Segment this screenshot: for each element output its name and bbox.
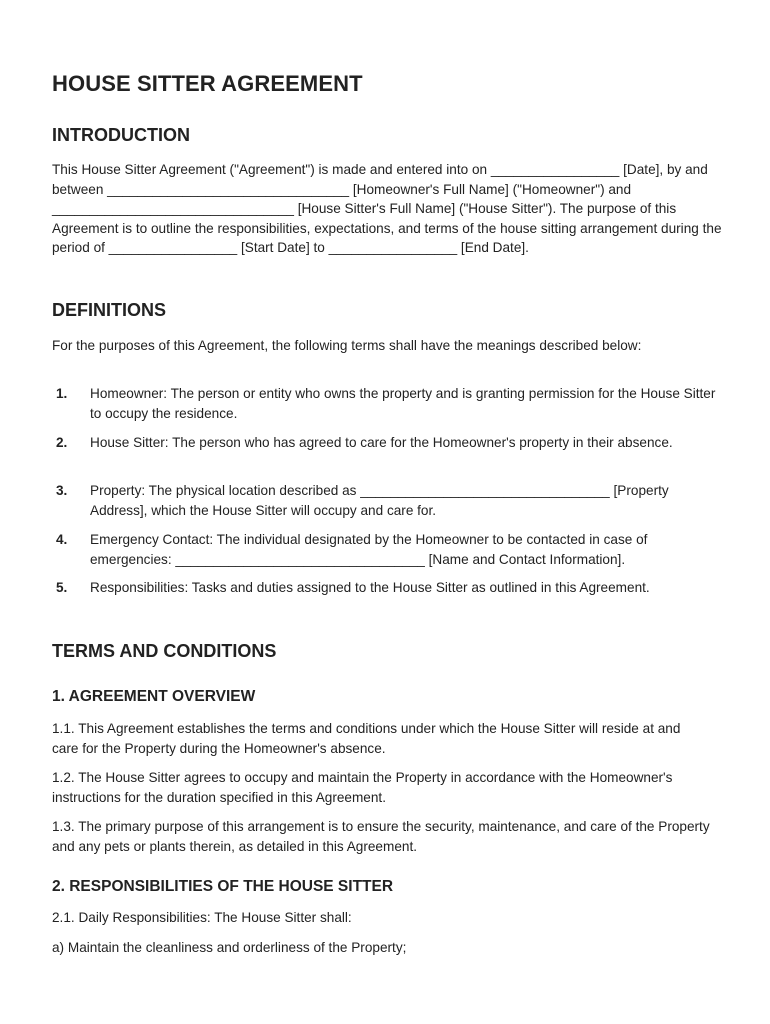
definition-item-3 <box>52 481 724 520</box>
definition-text: Homeowner: The person or entity who owns the property and is granting permission for the House Sitter to occupy the residence. <box>90 386 716 421</box>
section-1-heading: 1. AGREEMENT OVERVIEW <box>52 688 256 705</box>
section-1-1-text: 1.1. This Agreement establishes the terms and conditions under which the House Sitter will reside at and care for the Property during the Homeowner's absence. <box>52 721 681 756</box>
definitions-intro: For the purposes of this Agreement, the following terms shall have the meanings described below: <box>52 338 642 353</box>
definition-number: 3. <box>56 483 68 498</box>
definition-item-4 <box>52 530 732 569</box>
definition-number: 1. <box>56 386 68 401</box>
definition-item-5 <box>52 578 692 598</box>
section-1-2-text: 1.2. The House Sitter agrees to occupy and maintain the Property in accordance with the Homeowner's instructions for the duration specified in this Agreement. <box>52 770 673 805</box>
definition-number: 2. <box>56 435 68 450</box>
definition-text: House Sitter: The person who has agreed to care for the Homeowner's property in their absence. <box>90 435 673 450</box>
definition-item-2 <box>52 433 724 453</box>
definition-number: 5. <box>56 580 68 595</box>
section-1-3-text: 1.3. The primary purpose of this arrangement is to ensure the security, maintenance, and care of the Property and any pets or plants therein, as detailed in this Agreement. <box>52 819 710 854</box>
section-2-1-text: 2.1. Daily Responsibilities: The House Sitter shall: <box>52 910 352 925</box>
definition-item-1 <box>52 384 724 423</box>
definition-text: Responsibilities: Tasks and duties assigned to the House Sitter as outlined in this Agreement. <box>90 580 650 595</box>
section-2-heading: 2. RESPONSIBILITIES OF THE HOUSE SITTER <box>52 878 394 895</box>
section-2-1-a-text: a) Maintain the cleanliness and orderliness of the Property; <box>52 940 407 955</box>
definition-text: Emergency Contact: The individual designated by the Homeowner to be contacted in case of emergencies: _________________________________ [Name and Contact Information]. <box>90 532 648 567</box>
introduction-heading: INTRODUCTION <box>52 125 190 145</box>
definition-number: 4. <box>56 532 68 547</box>
terms-heading: TERMS AND CONDITIONS <box>52 641 277 661</box>
document-title: HOUSE SITTER AGREEMENT <box>52 71 363 96</box>
introduction-text: This House Sitter Agreement ("Agreement") is made and entered into on _________________ [Date], by and between ________________________________ [Homeowner's Full Name] ("Homeowner") and ________________________________ [House Sitter's Full Name] ("House Sitter"). The purpose of this Agreement is to outline the responsibilities, expectations, and terms of the house sitting arrangement during the period of _________________ [Start Date] to _________________ [End Date]. <box>52 162 722 255</box>
definition-text: Property: The physical location described as _________________________________ [Property Address], which the House Sitter will occupy and care for. <box>90 483 669 518</box>
definitions-heading: DEFINITIONS <box>52 300 167 320</box>
